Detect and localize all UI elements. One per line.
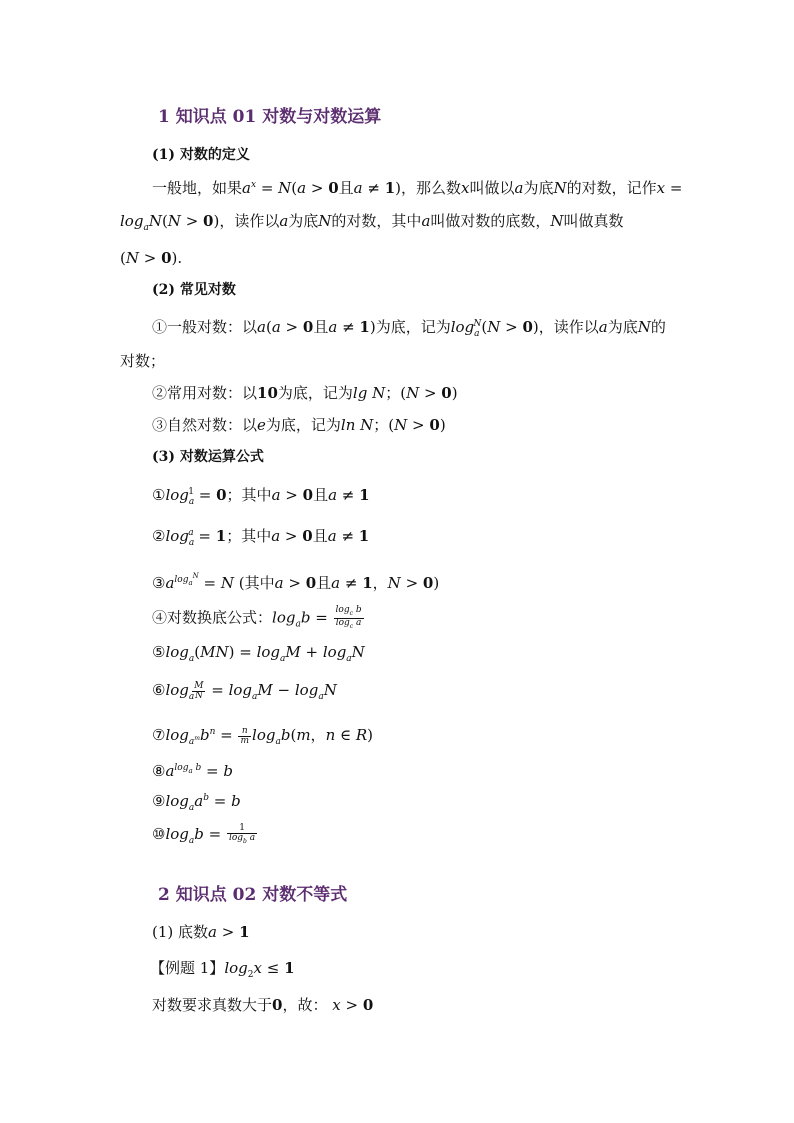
common-log-item-1: ①一般对数：以a(a > 0且a ≠ 1)为底，记为$\log_a^N(N > 0)$，读作以a为底N的 [152, 318, 666, 339]
formula-1: $①\log_a^1 = 0$；其中a > 0且a ≠ 1 [152, 486, 370, 507]
formula-6: $⑥\log_a$ $\frac{M}{N}$ = $\log_aM - \log_aN$ [152, 680, 337, 702]
definition-line-3: (N > 0). [120, 249, 183, 267]
common-log-item-3: ③自然对数：以e为底，记为ln N；(N > 0) [152, 416, 446, 434]
formula-8: $⑧a^{log_a b} = b$ [152, 762, 233, 780]
subsection-1-label: (1) 对数的定义 [152, 147, 250, 163]
common-log-item-2: ②常用对数：以10为底，记为lg N；(N > 0) [152, 384, 458, 402]
example-1: 【例题 1】$\log_2x \le 1$ [150, 959, 295, 980]
definition-line-2: $\log_aN(N > 0)$，读作以a为底N的对数，其中a叫做对数的底数，N叫做真数 [120, 212, 624, 233]
subsection-2-label: (2) 常见对数 [152, 282, 236, 298]
formula-2: $②\log_a^a = 1$；其中a > 0且a ≠ 1 [152, 527, 370, 548]
common-log-item-1b: 对数； [120, 352, 166, 370]
subsection-3-label: (3) 对数运算公式 [152, 449, 264, 465]
formula-4: ④对数换底公式：$\log_ab$ = $\frac{\log_c b}{\log_c a}$ [152, 605, 362, 630]
definition-line-1: 一般地，如果$a^x = N(a > 0$且a ≠ 1)，那么数x叫做以a为底N的对数，记作x = [152, 179, 683, 197]
formula-5: $⑤\log_a(MN) = \log_aM + \log_aN$ [152, 643, 365, 664]
formula-10: $⑩\log_ab$ = $\frac{1}{\log_b a}$ [152, 823, 256, 846]
section-2-title: 2 知识点 02 对数不等式 [158, 885, 348, 905]
formula-9: $⑨\log_aa^b = b$ [152, 792, 241, 813]
formula-7: $⑦\log_{a^m}b^n$ = $\frac{n}{m}$ $\log_ab(m$，n ∈ R) [152, 725, 374, 747]
section-1-title: 1 知识点 01 对数与对数运算 [158, 107, 382, 127]
domain-note: 对数要求真数大于0，故： x > 0 [152, 996, 374, 1014]
case-1-label: (1) 底数a > 1 [152, 923, 250, 941]
formula-3: $③a^{log_a^N} = N$ (其中a > 0且a ≠ 1，N > 0) [152, 572, 440, 592]
